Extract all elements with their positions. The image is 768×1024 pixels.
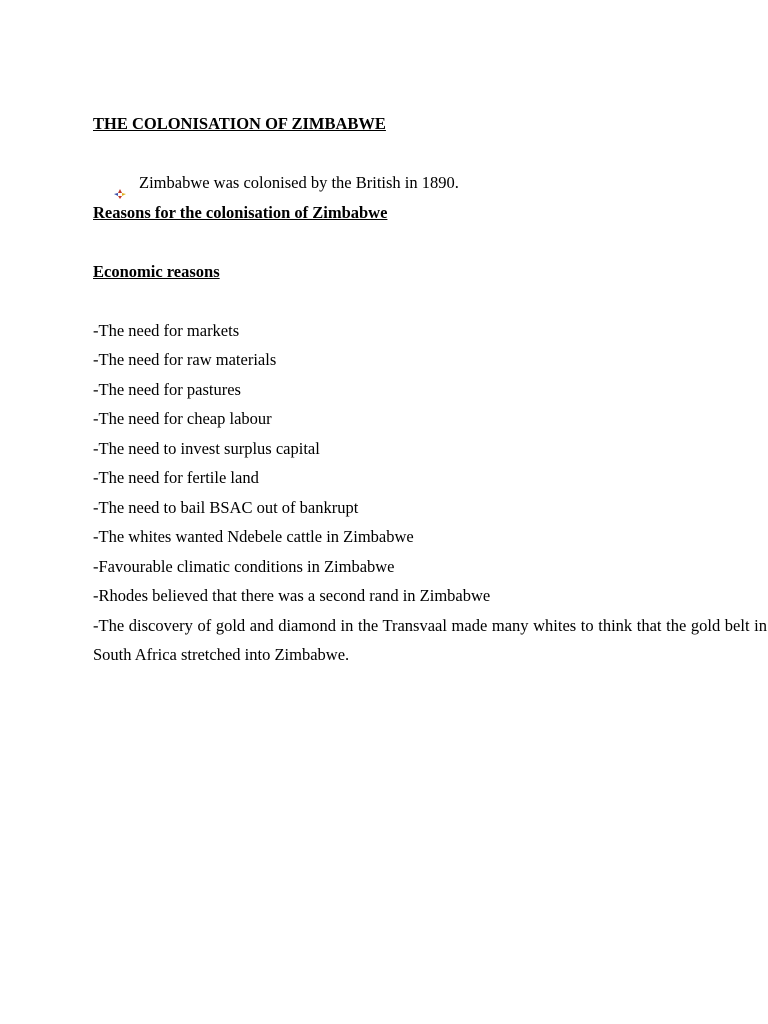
list-item: -The whites wanted Ndebele cattle in Zimbabwe <box>93 527 414 546</box>
economic-reasons-list <box>93 316 767 611</box>
final-paragraph: -The discovery of gold and diamond in the Transvaal made many whites to think that the gold belt in South Africa stretched into Zimbabwe. <box>93 615 767 664</box>
arrow-bullet-icon <box>114 179 126 189</box>
list-item: -The need for raw materials <box>93 350 277 369</box>
bullet-text: Zimbabwe was colonised by the British in 1890. <box>139 173 459 192</box>
list-item: -The need to invest surplus capital <box>93 438 320 458</box>
list-item: -The need for fertile land <box>93 468 259 487</box>
list-item: -The need for markets <box>93 320 240 340</box>
reasons-heading: Reasons for the colonisation of Zimbabwe <box>93 202 388 222</box>
blank-line <box>93 227 767 257</box>
blank-line <box>93 286 767 316</box>
document-title: THE COLONISATION OF ZIMBABWE <box>93 114 386 133</box>
list-item: -The need to bail BSAC out of bankrupt <box>93 497 359 517</box>
economic-reasons-heading: Economic reasons <box>93 261 220 281</box>
list-item: -Rhodes believed that there was a second rand in Zimbabwe <box>93 586 491 605</box>
list-item: -The need for cheap labour <box>93 409 272 428</box>
blank-line <box>93 139 767 169</box>
document-page <box>93 109 767 670</box>
list-item: -Favourable climatic conditions in Zimbabwe <box>93 556 395 576</box>
list-item: -The need for pastures <box>93 379 241 399</box>
bullet-item <box>93 168 767 198</box>
